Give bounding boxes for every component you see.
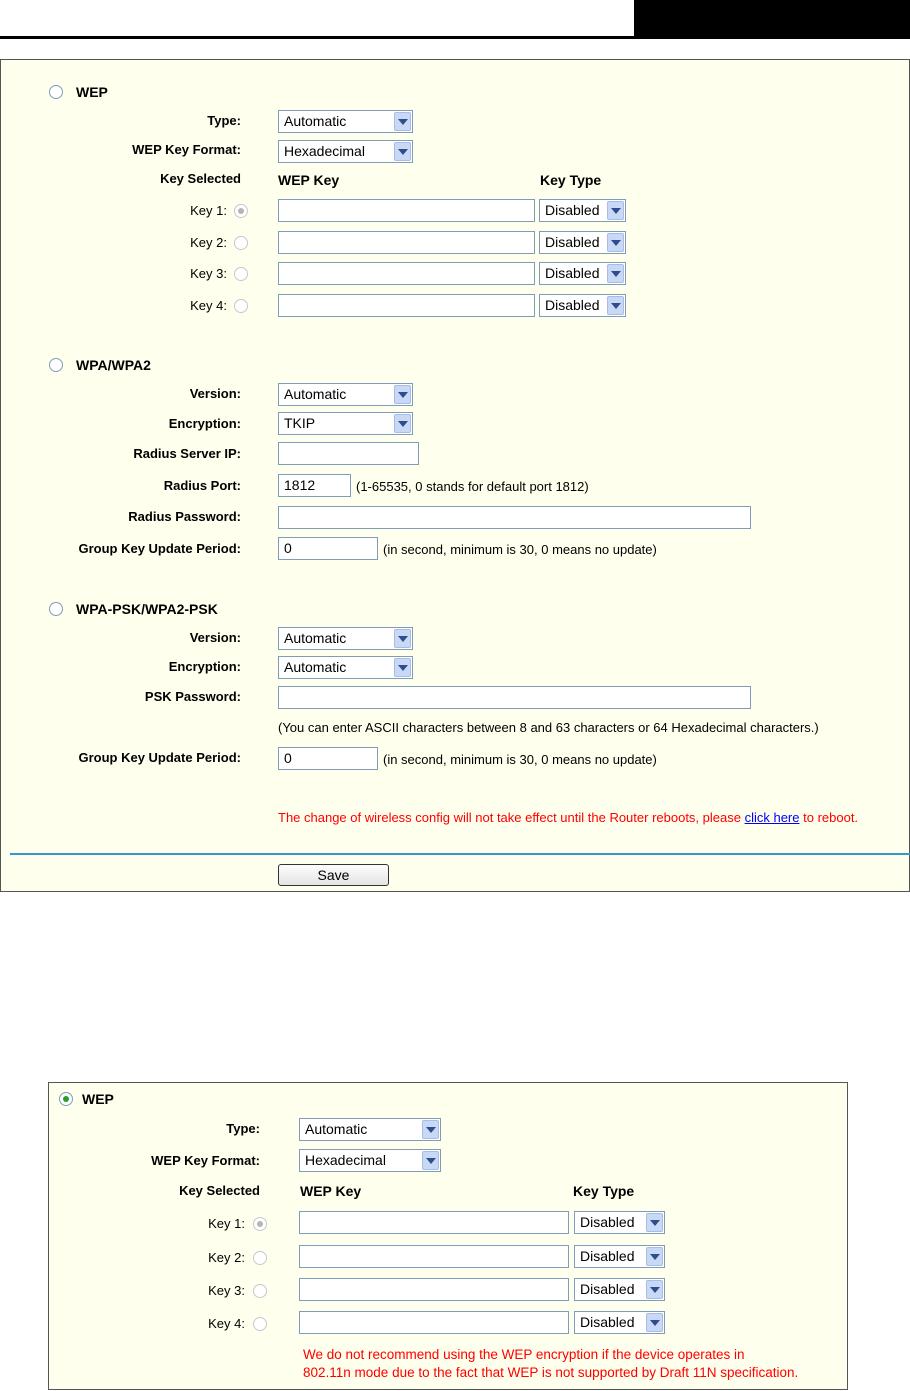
reboot-notice <box>278 810 858 825</box>
reboot-notice-text: The change of wireless config will not take effect until the Router reboots, please <box>278 810 745 825</box>
key-selected-header: Key Selected <box>160 171 241 186</box>
chevron-down-icon <box>646 1313 663 1332</box>
key4-label: Key 4: <box>190 298 227 313</box>
chevron-down-icon <box>646 1213 663 1232</box>
wep-type-select[interactable]: Automatic <box>278 110 413 133</box>
wpa-group-key-input[interactable]: 0 <box>278 537 378 560</box>
header-rule <box>0 36 910 39</box>
psk-version-label: Version: <box>189 630 241 645</box>
chevron-down-icon <box>646 1280 663 1299</box>
divider-rule <box>10 853 910 855</box>
wpa-version-select[interactable]: Automatic <box>278 383 413 406</box>
psk-group-key-hint: (in second, minimum is 30, 0 means no update) <box>383 752 657 767</box>
wpa-section-title: WPA/WPA2 <box>76 357 151 373</box>
wpa-encryption-label: Encryption: <box>168 416 241 431</box>
key1-radio-2[interactable] <box>253 1217 267 1231</box>
chevron-down-icon <box>607 264 624 283</box>
key-type-header: Key Type <box>540 172 602 188</box>
wpa-group-key-label: Group Key Update Period: <box>78 541 241 556</box>
save-button[interactable]: Save <box>278 864 389 886</box>
radius-server-ip-label: Radius Server IP: <box>133 446 241 461</box>
chevron-down-icon <box>394 385 411 404</box>
psk-section-title: WPA-PSK/WPA2-PSK <box>76 601 218 617</box>
key1-radio[interactable] <box>234 204 248 218</box>
chevron-down-icon <box>422 1151 439 1170</box>
key1-input-2[interactable] <box>299 1211 569 1234</box>
chevron-down-icon <box>394 658 411 677</box>
wpa-encryption-select[interactable]: TKIP <box>278 412 413 435</box>
key1-label: Key 1: <box>190 203 227 218</box>
key1-input[interactable] <box>278 199 535 222</box>
key1-type-select-2[interactable]: Disabled <box>574 1211 665 1234</box>
psk-version-select[interactable]: Automatic <box>278 627 413 650</box>
wep-warning-line1: We do not recommend using the WEP encryption if the device operates in <box>303 1347 745 1362</box>
wep-key-format-select[interactable]: Hexadecimal <box>278 140 413 163</box>
key3-type-select[interactable]: Disabled <box>539 262 626 285</box>
radius-password-input[interactable] <box>278 506 751 529</box>
psk-password-input[interactable] <box>278 686 751 709</box>
key1-type-select[interactable]: Disabled <box>539 199 626 222</box>
key2-type-select-2[interactable]: Disabled <box>574 1245 665 1268</box>
wpa-group-key-hint: (in second, minimum is 30, 0 means no update) <box>383 542 657 557</box>
wep-key-format-label: WEP Key Format: <box>132 142 241 157</box>
wireless-security-panel <box>0 59 910 892</box>
key2-label: Key 2: <box>190 235 227 250</box>
key4-type-select[interactable]: Disabled <box>539 294 626 317</box>
psk-radio[interactable] <box>49 602 63 616</box>
key-selected-header-2: Key Selected <box>179 1183 260 1198</box>
radius-server-ip-input[interactable] <box>278 442 419 465</box>
key-type-header-2: Key Type <box>573 1183 635 1199</box>
wep-warning-line2: 802.11n mode due to the fact that WEP is not supported by Draft 11N specification. <box>303 1365 799 1380</box>
psk-password-label: PSK Password: <box>144 689 241 704</box>
key3-label: Key 3: <box>190 266 227 281</box>
chevron-down-icon <box>422 1120 439 1139</box>
key3-type-select-2[interactable]: Disabled <box>574 1278 665 1301</box>
header-black-block <box>634 0 910 38</box>
wep-key-header: WEP Key <box>278 172 340 188</box>
wep-radio-selected[interactable] <box>59 1092 73 1106</box>
chevron-down-icon <box>646 1247 663 1266</box>
chevron-down-icon <box>607 233 624 252</box>
psk-group-key-input[interactable]: 0 <box>278 747 378 770</box>
key3-radio[interactable] <box>234 267 248 281</box>
chevron-down-icon <box>607 201 624 220</box>
radius-port-label: Radius Port: <box>163 478 241 493</box>
key4-input[interactable] <box>278 294 535 317</box>
chevron-down-icon <box>394 142 411 161</box>
key3-input[interactable] <box>278 262 535 285</box>
wep-type-label: Type: <box>207 113 241 128</box>
psk-encryption-label: Encryption: <box>168 659 241 674</box>
psk-encryption-select[interactable]: Automatic <box>278 656 413 679</box>
key1-label-2: Key 1: <box>208 1216 245 1231</box>
radius-port-input[interactable]: 1812 <box>278 474 351 497</box>
wep-key-format-label-2: WEP Key Format: <box>151 1153 260 1168</box>
key3-label-2: Key 3: <box>208 1283 245 1298</box>
chevron-down-icon <box>394 414 411 433</box>
wep-key-header-2: WEP Key <box>300 1183 362 1199</box>
key2-radio[interactable] <box>234 236 248 250</box>
wpa-radio[interactable] <box>49 358 63 372</box>
chevron-down-icon <box>394 112 411 131</box>
chevron-down-icon <box>394 629 411 648</box>
key2-label-2: Key 2: <box>208 1250 245 1265</box>
psk-group-key-label: Group Key Update Period: <box>78 750 241 765</box>
key4-type-select-2[interactable]: Disabled <box>574 1311 665 1334</box>
wep-type-label-2: Type: <box>226 1121 260 1136</box>
reboot-link[interactable]: click here <box>744 810 800 825</box>
key2-type-select[interactable]: Disabled <box>539 231 626 254</box>
key4-label-2: Key 4: <box>208 1316 245 1331</box>
psk-password-hint: (You can enter ASCII characters between 8 and 63 characters or 64 Hexadecimal characters.) <box>278 720 819 735</box>
key4-radio[interactable] <box>234 299 248 313</box>
wep-radio[interactable] <box>49 85 63 99</box>
wep-section-title: WEP <box>76 84 108 100</box>
wpa-version-label: Version: <box>189 386 241 401</box>
radius-port-hint: (1-65535, 0 stands for default port 1812) <box>356 479 589 494</box>
key2-radio-2[interactable] <box>253 1251 267 1265</box>
key2-input[interactable] <box>278 231 535 254</box>
chevron-down-icon <box>607 296 624 315</box>
key4-input-2[interactable] <box>299 1311 569 1334</box>
wep-selected-panel <box>48 1082 848 1390</box>
wep-key-format-select-2[interactable]: Hexadecimal <box>299 1149 441 1172</box>
reboot-notice-tail: to reboot. <box>799 810 859 825</box>
key3-input-2[interactable] <box>299 1278 569 1301</box>
wep-type-select-2[interactable]: Automatic <box>299 1118 441 1141</box>
key4-radio-2[interactable] <box>253 1317 267 1331</box>
radius-password-label: Radius Password: <box>128 509 241 524</box>
wep-section-title-2: WEP <box>82 1091 114 1107</box>
key2-input-2[interactable] <box>299 1245 569 1268</box>
key3-radio-2[interactable] <box>253 1284 267 1298</box>
